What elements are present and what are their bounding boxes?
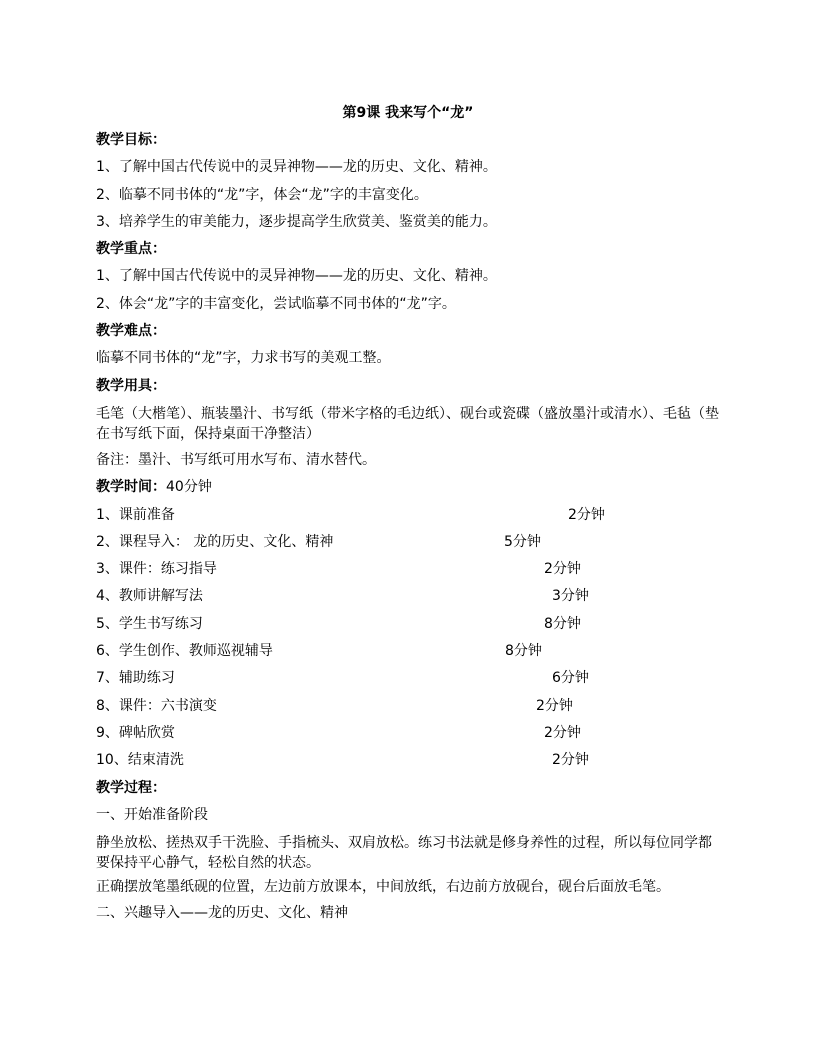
time-line bbox=[96, 474, 720, 501]
schedule-item: 9、碑帖欣赏 bbox=[96, 724, 175, 741]
goal-item: 3、培养学生的审美能力，逐步提高学生欣赏美、鉴赏美的能力。 bbox=[96, 213, 497, 230]
schedule-row bbox=[96, 611, 720, 638]
tools-heading: 教学用具： bbox=[96, 377, 166, 394]
key-point-item: 1、了解中国古代传说中的灵异神物——龙的历史、文化、精神。 bbox=[96, 268, 497, 285]
process-section-2: 二、兴趣导入——龙的历史、文化、精神 bbox=[96, 905, 348, 922]
schedule-item: 10、结束清洗 bbox=[96, 752, 184, 769]
schedule-duration: 2分钟 bbox=[568, 506, 605, 523]
process-paragraph-1: 静坐放松、搓热双手干洗脸、手指梳头、双肩放松。练习书法就是修身养性的过程，所以每位同学都要保持平心静气，轻松自然的状态。 bbox=[96, 835, 712, 872]
process-heading: 教学过程： bbox=[96, 779, 166, 796]
schedule-item: 8、课件：六书演变 bbox=[96, 697, 217, 714]
schedule-row bbox=[96, 502, 720, 529]
schedule-duration: 3分钟 bbox=[552, 588, 589, 605]
schedule-row bbox=[96, 693, 720, 720]
tools-text: 毛笔（大楷笔）、瓶装墨汁、书写纸（带米字格的毛边纸）、砚台或瓷碟（盛放墨汁或清水）、毛毡（垫在书写纸下面，保持桌面干净整洁） bbox=[96, 405, 719, 442]
time-value: 40分钟 bbox=[166, 479, 212, 496]
schedule-item: 4、教师讲解写法 bbox=[96, 588, 203, 605]
schedule-row bbox=[96, 720, 720, 747]
schedule-row bbox=[96, 665, 720, 692]
difficulties-text: 临摹不同书体的“龙”字，力求书写的美观工整。 bbox=[96, 350, 391, 367]
schedule-item: 7、辅助练习 bbox=[96, 670, 175, 687]
schedule-row bbox=[96, 556, 720, 583]
schedule-item: 6、学生创作、教师巡视辅导 bbox=[96, 643, 273, 660]
schedule-duration: 8分钟 bbox=[544, 615, 581, 632]
tools-note: 备注：墨汁、书写纸可用水写布、清水替代。 bbox=[96, 451, 376, 468]
document-page bbox=[96, 103, 720, 927]
schedule-row bbox=[96, 747, 720, 774]
schedule-duration: 5分钟 bbox=[504, 533, 541, 550]
process-paragraph-2: 正确摆放笔墨纸砚的位置，左边前方放课本，中间放纸，右边前方放砚台，砚台后面放毛笔。 bbox=[96, 879, 670, 896]
goals-heading: 教学目标： bbox=[96, 132, 166, 148]
schedule-duration: 2分钟 bbox=[544, 724, 581, 741]
goal-item: 2、临摹不同书体的“龙”字，体会“龙”字的丰富变化。 bbox=[96, 186, 428, 203]
schedule-item: 2、课程导入： 龙的历史、文化、精神 bbox=[96, 533, 334, 550]
key-points-heading: 教学重点： bbox=[96, 241, 166, 258]
schedule-duration: 8分钟 bbox=[505, 643, 542, 660]
goal-item: 1、了解中国古代传说中的灵异神物——龙的历史、文化、精神。 bbox=[96, 159, 497, 176]
schedule-row bbox=[96, 583, 720, 610]
schedule-row bbox=[96, 638, 720, 665]
schedule-duration: 2分钟 bbox=[536, 697, 573, 714]
schedule-duration: 2分钟 bbox=[544, 561, 581, 578]
schedule-row bbox=[96, 529, 720, 556]
difficulties-heading: 教学难点： bbox=[96, 323, 166, 340]
key-point-item: 2、体会“龙”字的丰富变化，尝试临摹不同书体的“龙”字。 bbox=[96, 295, 456, 312]
schedule-duration: 6分钟 bbox=[552, 670, 589, 687]
schedule-item: 5、学生书写练习 bbox=[96, 615, 203, 632]
process-section-1: 一、开始准备阶段 bbox=[96, 806, 208, 823]
schedule-item: 3、课件：练习指导 bbox=[96, 561, 217, 578]
schedule-duration: 2分钟 bbox=[552, 752, 589, 769]
schedule-item: 1、课前准备 bbox=[96, 506, 175, 523]
time-heading: 教学时间： bbox=[96, 479, 166, 496]
lesson-title: 第9课 我来写个“龙” bbox=[342, 105, 474, 121]
